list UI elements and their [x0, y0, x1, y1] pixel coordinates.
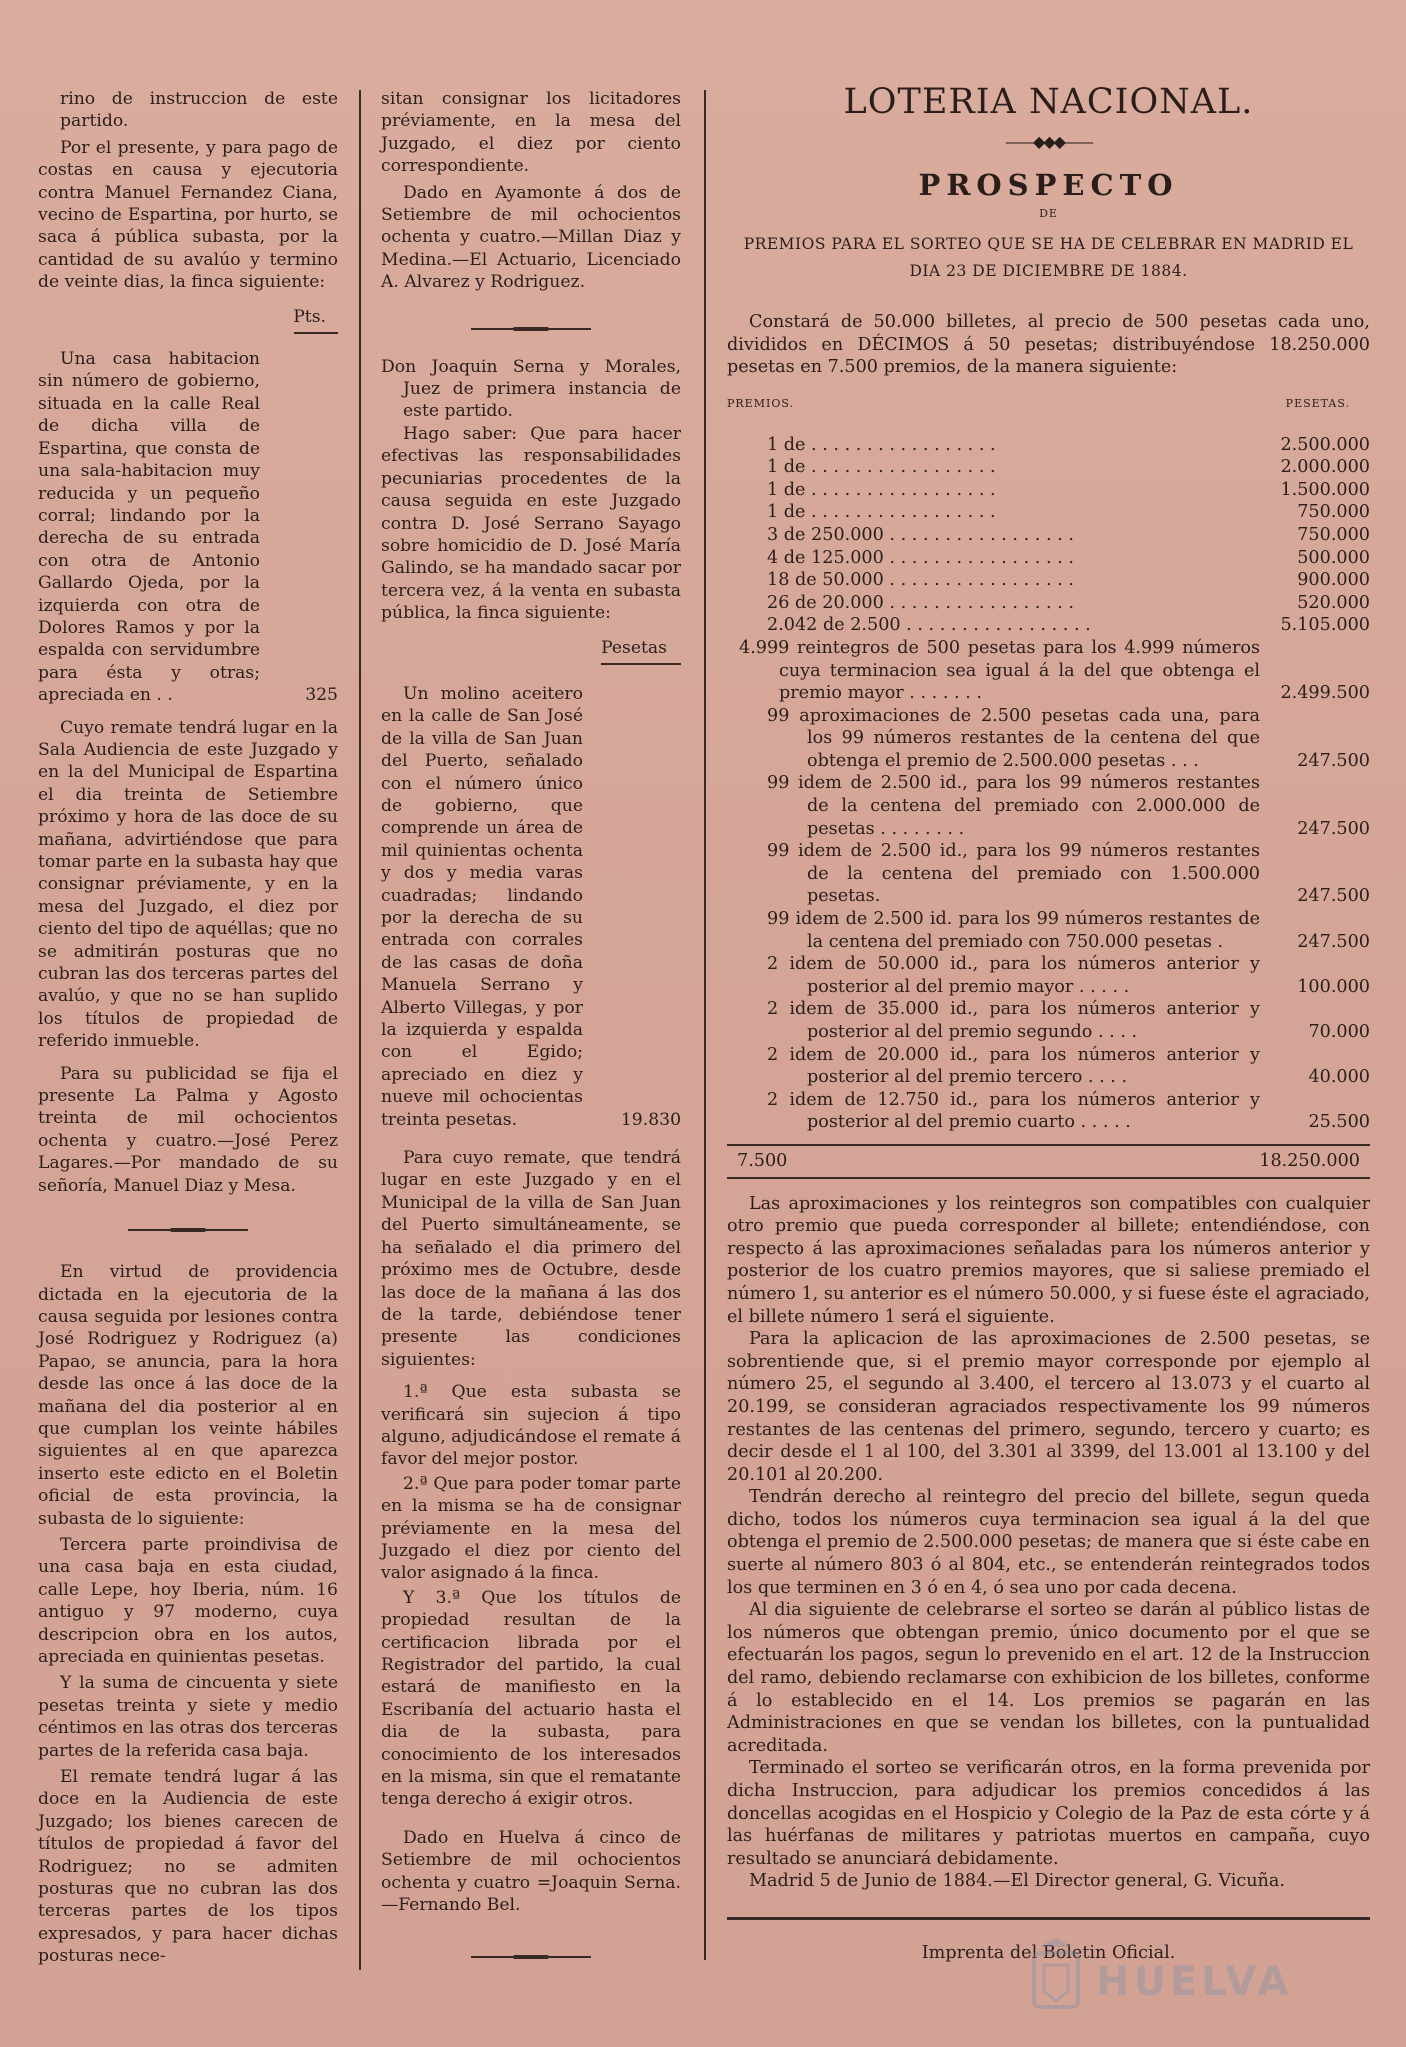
prize-amount: 2.500.000 — [1280, 434, 1370, 455]
total-amount: 18.250.000 — [1259, 1150, 1360, 1171]
prize-amount: 1.500.000 — [1280, 479, 1370, 500]
prize-detail-row — [727, 772, 1370, 840]
prize-detail-amount: 247.500 — [1297, 750, 1370, 771]
paragraph: Una casa habitacion sin número de gobierno, situada en la calle Real de dicha villa de Espartina, que consta de una sala-habitacion muy reducida y un pequeño corral; lindando por la derecha de su entrada con otra de Antonio Gallardo Ojeda, por la izquierda con otra de Dolores Ramos y por la espalda con servidumbre para ésta y otras; apreciada en . . — [38, 349, 260, 706]
condition: Y 3.ª Que los títulos de propiedad resultan de la certificacion librada por el Registrador del partido, la cual estará de manifiesto en la Escribanía del actuario hasta el dia de la subasta, para conocimiento de los interesados en la misma, sin que el rematante tenga derecho á exigir otros. — [381, 1587, 681, 1810]
pts-label: Pts. — [293, 306, 326, 327]
crest-icon — [1026, 1935, 1086, 2015]
column-divider — [359, 90, 361, 1970]
prize-row — [727, 614, 1370, 637]
condition: 2.ª Que para poder tomar parte en la misma se ha de consignar préviamente en la mesa del Juzgado el diez por ciento del valor asignado á la finca. — [381, 1473, 681, 1584]
prize-label: 1 de . . . . . . . . . . . . . . . . . — [767, 457, 996, 478]
prize-detail-amount: 100.000 — [1297, 976, 1370, 997]
separator — [128, 1229, 248, 1231]
rule — [294, 332, 338, 334]
paragraph: Terminado el sorteo se verificarán otros, en la forma prevenida por dicha Instruccion, para adjudicar los premios concedidos á las doncellas acogidas en el Hospicio y Colegio de la Paz de esta córte y á las huérfanas de militares y patriotas muertos en campaña, cuyo resultado se anunciará debidamente. — [727, 1758, 1370, 1869]
prize-detail-amount: 2.499.500 — [1280, 683, 1370, 704]
ornament-icon: ——◆◆◆—— — [1005, 132, 1092, 151]
prize-amount: 900.000 — [1297, 570, 1370, 591]
prize-label: 2.042 de 2.500 . . . . . . . . . . . . . . . . . — [767, 615, 1091, 636]
paragraph: Al dia siguiente de celebrarse el sorteo se darán al público listas de los números que obtengan premio, único documento por el que se efectuarán los pagos, segun lo prevenido en el art. 12 de la Instruccion del ramo, debiendo reclamarse con exhibicion de los billetes, conforme á lo establecido en el 14. Los premios se pagarán en las Administraciones en que se vendan los billetes, con la puntualidad acreditada. — [727, 1600, 1370, 1756]
prize-detail-label: 2 idem de 35.000 id., para los números anterior y posterior al del premio segundo . . . . — [767, 999, 1260, 1042]
prize-detail-row — [727, 705, 1370, 773]
paragraph: En virtud de providencia dictada en la ejecutoria de la causa seguida por lesiones contra José Rodriguez y Rodriguez (a) Papao, se anuncia, para la hora desde las once á las doce de la mañana del dia posterior al en que cumplan los veinte hábiles siguientes al en que aparezca inserto este edicto en el Boletin oficial de esta provincia, la subasta de lo siguiente: — [38, 1262, 338, 1529]
prize-row — [727, 479, 1370, 502]
prize-detail-row — [727, 998, 1370, 1043]
rule — [601, 663, 681, 665]
paragraph: Y la suma de cincuenta y siete pesetas treinta y siete y medio céntimos en las otras dos terceras partes de la referida casa baja. — [38, 1673, 338, 1761]
prize-label: 18 de 50.000 . . . . . . . . . . . . . . . . . — [767, 570, 1074, 591]
prize-detail-row — [727, 1044, 1370, 1089]
amount: 325 — [305, 685, 338, 706]
prize-detail-label: 99 aproximaciones de 2.500 pesetas cada una, para los 99 números restantes de la centena del que obtenga el premio de 2.500.000 pesetas . . . — [767, 705, 1260, 771]
intro-paragraph: Constará de 50.000 billetes, al precio de 500 pesetas cada uno, divididos en DÉCIMOS á 50 pesetas; distribuyéndose 18.250.000 pesetas en 7.500 premios, de la manera siguiente: — [727, 312, 1370, 378]
paragraph: Dado en Huelva á cinco de Setiembre de mil ochocientos ochenta y cuatro =Joaquin Serna.—Fernando Bel. — [381, 1827, 681, 1916]
prize-amount: 520.000 — [1297, 592, 1370, 613]
column-divider — [704, 90, 706, 1960]
prize-detail-amount: 70.000 — [1308, 1022, 1370, 1042]
column-header-premios: PREMIOS. — [727, 396, 794, 410]
pesetas-label: Pesetas — [601, 637, 667, 658]
prize-label: 4 de 125.000 . . . . . . . . . . . . . . . . . — [767, 547, 1074, 568]
prize-amount: 750.000 — [1297, 502, 1370, 523]
page-title: LOTERIA NACIONAL. — [843, 82, 1254, 122]
prize-row — [727, 569, 1370, 592]
separator — [471, 328, 591, 330]
finca-item — [38, 348, 338, 707]
prize-heading: PREMIOS PARA EL SORTEO QUE SE HA DE CELEBRAR EN MADRID EL DIA 23 DE DICIEMBRE DE 1884. — [743, 235, 1354, 281]
prize-label: 1 de . . . . . . . . . . . . . . . . . — [767, 434, 996, 455]
paragraph: El remate tendrá lugar á las doce en la Audiencia de este Juzgado; los bienes carecen de títulos de propiedad á favor del Rodriguez; no se admiten posturas que no cubran las dos terceras partes de los tipos expresados, y para hacer dichas posturas nece- — [38, 1767, 338, 1967]
prize-amount: 5.105.000 — [1280, 615, 1370, 636]
prize-label: 26 de 20.000 . . . . . . . . . . . . . . . . . — [767, 592, 1074, 613]
prize-list — [727, 434, 1370, 637]
prize-detail-label: 2 idem de 20.000 id., para los números anterior y posterior al del premio tercero . . . . — [767, 1044, 1260, 1088]
paragraph: rino de instruccion de este partido. — [60, 89, 338, 132]
paragraph: Tendrán derecho al reintegro del precio del billete, segun queda dicho, todos los números cuya terminacion sea igual á la del que obtenga el premio de 2.500.000 pesetas; de manera que si éste cabe en suerte al número 803 ó al 804, etc., se entenderán reintegrados todos los que terminen en 3 ó en 4, ó sea uno por cada decena. — [727, 1487, 1370, 1598]
subtitle: PROSPECTO — [918, 168, 1179, 202]
condition: 1.ª Que esta subasta se verificará sin sujecion á tipo alguno, adjudicándose el remate á favor del mejor postor. — [381, 1382, 681, 1470]
rule — [727, 1917, 1370, 1920]
prize-label: 1 de . . . . . . . . . . . . . . . . . — [767, 502, 996, 523]
prize-detail-label: 2 idem de 50.000 id., para los números anterior y posterior al del premio mayor . . . . . — [767, 954, 1260, 997]
finca-item — [381, 683, 681, 1131]
prize-detail-amount: 25.500 — [1308, 1112, 1370, 1133]
prize-detail-row — [727, 840, 1370, 908]
paragraph: Para su publicidad se fija el presente La Palma y Agosto treinta de mil ochocientos ochenta y cuatro.—José Perez Lagares.—Por mandado de su señoría, Manuel Diaz y Mesa. — [38, 1063, 338, 1196]
column-header-pesetas: PESETAS. — [1285, 396, 1350, 410]
amount: 19.830 — [620, 1109, 681, 1130]
prize-label: 3 de 250.000 . . . . . . . . . . . . . . . . . — [767, 524, 1074, 545]
prize-detail-row — [727, 637, 1370, 705]
prize-amount: 500.000 — [1297, 547, 1370, 568]
prize-row — [727, 524, 1370, 547]
prize-detail-label: 4.999 reintegros de 500 pesetas para los 4.999 números cuya terminacion sea igual á la del que obtenga el premio mayor . . . . . . . — [739, 637, 1260, 704]
paragraph: Dado en Ayamonte á dos de Setiembre de mil ochocientos ochenta y cuatro.—Millan Diaz y Medina.—El Actuario, Licenciado A. Alvarez y Rodriguez. — [381, 182, 681, 293]
prize-detail-label: 99 idem de 2.500 id. para los 99 números restantes de la centena del premiado con 750.000 pesetas . — [767, 909, 1260, 952]
prize-detail-amount: 40.000 — [1308, 1067, 1370, 1088]
prize-row — [727, 456, 1370, 479]
printer-imprint: Imprenta del Boletin Oficial. — [921, 1942, 1176, 1963]
paragraph: Las aproximaciones y los reintegros son compatibles con cualquier otro premio que pueda corresponder al billete; entendiéndose, con respecto á las aproximaciones señaladas para los números anterior y posterior de los cuatro premios mayores, que si saliese premiado el número 1, su anterior es el número 50.000, y si fuese éste el agraciado, el billete número 1 será el siguiente. — [727, 1193, 1370, 1327]
prize-detail-amount: 247.500 — [1297, 931, 1370, 952]
prize-label: 1 de . . . . . . . . . . . . . . . . . — [767, 479, 996, 500]
separator — [471, 1956, 591, 1958]
column-3 — [727, 80, 1370, 1965]
paragraph: Cuyo remate tendrá lugar en la Sala Audiencia de este Juzgado y en la del Municipal de Espartina el dia treinta de Setiembre próximo y hora de las doce de su mañana, advirtiéndose que para tomar parte en la subasta hay que consignar préviamente, y en la mesa del Juzgado, el diez por ciento del tipo de aquéllas; que no se admitirán posturas que no cubran las dos terceras partes del avalúo, y que no se han suplido los títulos de propiedad de referido inmueble. — [38, 717, 339, 1052]
column-1 — [38, 88, 338, 1968]
table-header — [727, 393, 1370, 416]
prize-row — [727, 547, 1370, 570]
paragraph: Para la aplicacion de las aproximaciones de 2.500 pesetas, se sobrentiende que, si el premio mayor corresponde por ejemplo al número 25, el segundo al 3.400, el tercero al 13.073 y el cuarto al 20.199, se consideran agraciados respectivamente los 99 números restantes de las centenas del primero, segundo, tercero y cuarto; es decir desde el 1 al 100, del 3.301 al 3399, del 13.001 al 13.100 y del 20.101 al 20.200. — [727, 1329, 1370, 1485]
prize-detail-amount: 247.500 — [1297, 886, 1370, 907]
prize-detail-amount: 247.500 — [1297, 818, 1370, 839]
prize-detail-row — [727, 908, 1370, 953]
signature-line: Madrid 5 de Junio de 1884.—El Director general, G. Vicuña. — [749, 1871, 1285, 1892]
prize-detail-row — [727, 1089, 1370, 1134]
prize-detail-label: 99 idem de 2.500 id., para los 99 números restantes de la centena del premiado con 1.500.000 pesetas. — [767, 841, 1260, 907]
prize-amount: 750.000 — [1297, 524, 1370, 545]
prize-row — [727, 501, 1370, 524]
paragraph: Por el presente, y para pago de costas en causa y ejecutoria contra Manuel Fernandez Ciana, vecino de Espartina, por hurto, se saca á pública subasta, por la cantidad de su avalúo y termino de veinte dias, la finca siguiente: — [38, 137, 338, 293]
watermark-logo — [1026, 1931, 1366, 2021]
paragraph: Don Joaquin Serna y Morales, Juez de primera instancia de este partido. — [381, 356, 681, 422]
prize-detail-label: 99 idem de 2.500 id., para los 99 números restantes de la centena del premiado con 2.000.000 de pesetas . . . . . . . . — [767, 773, 1260, 839]
paragraph: sitan consignar los licitadores préviamente, en la mesa del Juzgado, el diez por ciento correspondiente. — [381, 89, 681, 177]
de-label: DE — [1039, 206, 1058, 220]
paragraph: Tercera parte proindivisa de una casa baja en esta ciudad, calle Lepe, hoy Iberia, núm. 16 antiguo y 97 moderno, cuya descripcion obra en los autos, apreciada en quinientas pesetas. — [38, 1534, 338, 1667]
prize-detail-label: 2 idem de 12.750 id., para los números anterior y posterior al del premio cuarto . . . . . — [767, 1089, 1260, 1133]
column-2 — [381, 88, 681, 1958]
totals-row — [727, 1144, 1370, 1179]
paragraph: Un molino aceitero en la calle de San José de la villa de San Juan del Puerto, señalado con el número único de gobierno, que comprende un área de mil quinientas ochenta y dos y media varas cuadradas; lindando por la derecha de su entrada con corrales de las casas de doña Manuela Serrano y Alberto Villegas, y por la izquierda y espalda con el Egido; apreciado en diez y nueve mil ochocientas treinta pesetas. — [381, 683, 583, 1130]
watermark-text: HUELVA — [1096, 1959, 1293, 2005]
total-count: 7.500 — [737, 1150, 788, 1171]
prize-detail-row — [727, 953, 1370, 998]
prize-row — [727, 434, 1370, 457]
prize-amount: 2.000.000 — [1280, 457, 1370, 478]
prize-row — [727, 592, 1370, 615]
prize-detail-list — [727, 637, 1370, 1134]
paragraph: Hago saber: Que para hacer efectivas las responsabilidades pecuniarias procedentes de la causa seguida en este Juzgado contra D. José Serrano Sayago sobre homicidio de D. José María Galindo, se ha mandado sacar por tercera vez, á la venta en subasta pública, la finca siguiente: — [381, 423, 681, 624]
paragraph: Para cuyo remate, que tendrá lugar en este Juzgado y en el Municipal de la villa de San Juan del Puerto simultáneamente, se ha señalado el dia primero del próximo mes de Octubre, desde las doce de la mañana á las dos de la tarde, debiéndose tener presente las condiciones siguientes: — [381, 1148, 681, 1370]
